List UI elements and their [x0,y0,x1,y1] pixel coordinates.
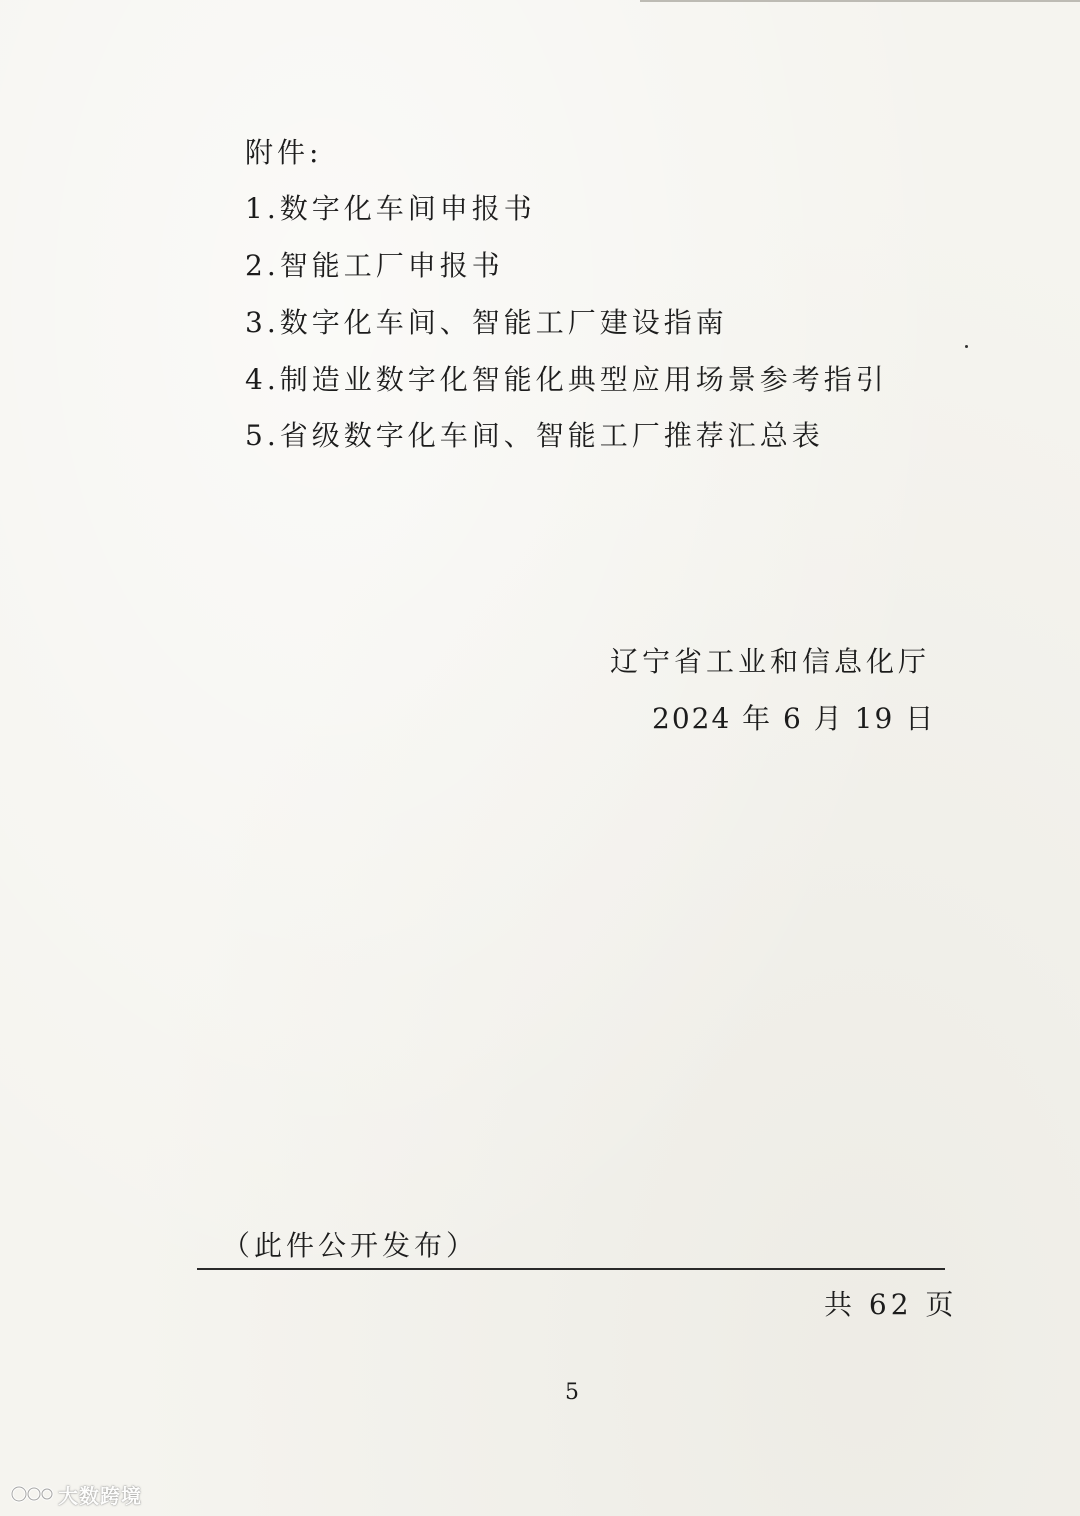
attachment-item: 5.省级数字化车间、智能工厂推荐汇总表 [245,419,824,452]
issuer-name: 辽宁省工业和信息化厅 [610,645,931,678]
watermark-text: 大数跨境 [58,1483,142,1508]
page-number: 5 [565,1380,579,1405]
watermark [10,1480,142,1508]
attachment-item: 1.数字化车间申报书 [245,192,536,225]
issue-date: 2024 年 6 月 19 日 [652,702,936,735]
watermark-logo-icon [10,1482,54,1506]
attachment-item: 3.数字化车间、智能工厂建设指南 [245,306,728,339]
scan-edge [640,0,1080,2]
attachment-item: 2.智能工厂申报书 [245,249,504,282]
attachments-heading: 附件: [245,136,323,169]
footer-divider [197,1268,945,1270]
scan-speck [965,345,968,348]
public-release-note: （此件公开发布） [222,1229,479,1262]
total-pages: 共 62 页 [824,1288,958,1321]
attachment-item: 4.制造业数字化智能化典型应用场景参考指引 [245,363,888,396]
